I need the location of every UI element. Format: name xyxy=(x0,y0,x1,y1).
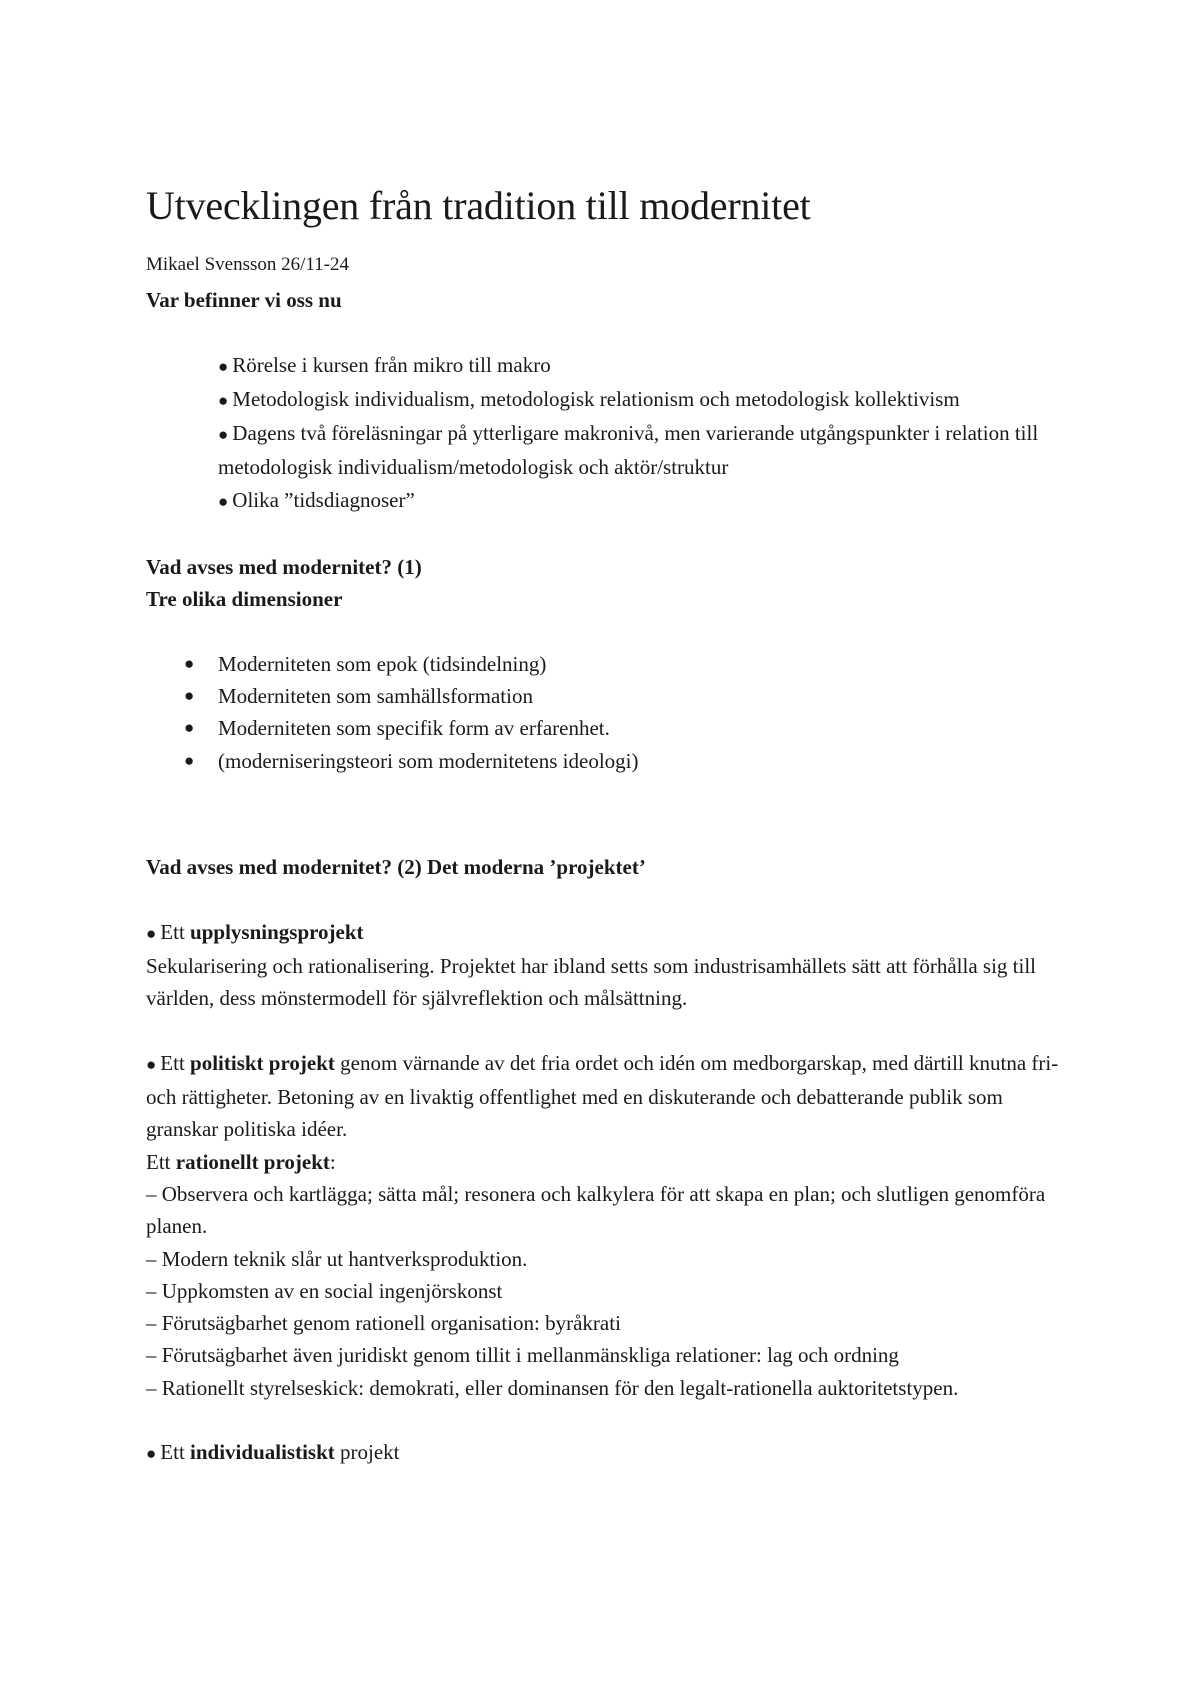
blank-line xyxy=(146,1014,1076,1046)
dash-item: – Observera och kartlägga; sätta mål; resonera och kalkylera för att skapa en plan; och slutligen genomföra planen. xyxy=(146,1181,1046,1239)
dash-item: – Modern teknik slår ut hantverksproduktion. xyxy=(146,1246,528,1271)
dash-item: – Rationellt styrelseskick: demokrati, eller dominansen för den legalt-rationella auktoritetstypen. xyxy=(146,1375,959,1400)
list-item: ● (moderniseringsteori som modernitetens ideologi) xyxy=(146,745,1076,777)
bullet-list xyxy=(146,349,1076,518)
bullet-icon: ● xyxy=(184,750,195,770)
list-item: ● Moderniteten som specifik form av erfarenhet. xyxy=(146,712,1076,744)
list-item: ● Metodologisk individualism, metodologisk relationism och metodologisk kollektivism xyxy=(218,386,960,411)
blank-line xyxy=(146,316,1076,348)
paragraph-individualist: ● Ett individualistiskt projekt xyxy=(146,1440,400,1465)
section-heading: Var befinner vi oss nu xyxy=(146,288,342,312)
bullet-icon: ● xyxy=(184,718,195,738)
list-item: ● Moderniteten som samhällsformation xyxy=(146,680,1076,712)
paragraph-enlightenment-heading: ● Ett upplysningsprojekt xyxy=(146,919,364,944)
list-item: ● Dagens två föreläsningar på ytterligare makronivå, men varierande utgångspunkter i relation till metodologisk individualism/metodologisk och aktör/struktur xyxy=(218,421,1039,480)
section-modernity-1 xyxy=(146,551,1076,777)
bullet-icon: ● xyxy=(146,1444,157,1464)
paragraph-rational-heading: Ett rationellt projekt: xyxy=(146,1149,336,1174)
dash-item: – Förutsägbarhet även juridiskt genom tillit i mellanmänskliga relationer: lag och ordning xyxy=(146,1343,899,1368)
bullet-icon: ● xyxy=(218,356,229,376)
bullet-icon: ● xyxy=(184,686,195,706)
list-item: ● Rörelse i kursen från mikro till makro xyxy=(218,352,551,377)
blank-line xyxy=(146,883,1076,915)
blank-line xyxy=(146,1404,1076,1436)
list-item: ● Olika ”tidsdiagnoser” xyxy=(218,487,415,512)
paragraph-political: ● Ett politiskt projekt genom värnande av det fria ordet och idén om medborgarskap, med därtill knutna fri- och rättigheter. Betoning av en livaktig offentlighet med en diskuterande och debatterande publik som granskar politiska idéer. xyxy=(146,1050,1059,1142)
bullet-list xyxy=(146,648,1076,777)
section-heading: Vad avses med modernitet? (2) Det moderna ’projektet’ xyxy=(146,855,646,879)
author-date-line: Mikael Svensson 26/11-24 xyxy=(146,254,350,275)
paragraph-enlightenment-text: Sekularisering och rationalisering. Projektet har ibland setts som industrisamhällets sätt att förhålla sig till världen, dess mönstermodell för självreflektion och målsättning. xyxy=(146,953,1036,1011)
blank-line xyxy=(146,616,1076,648)
bullet-icon: ● xyxy=(184,653,195,673)
bullet-icon: ● xyxy=(218,425,229,445)
section-where-are-we xyxy=(146,284,1076,518)
section-heading: Vad avses med modernitet? (1) xyxy=(146,555,422,579)
dash-item: – Förutsägbarhet genom rationell organisation: byråkrati xyxy=(146,1311,621,1336)
bullet-icon: ● xyxy=(218,491,229,511)
section-subheading: Tre olika dimensioner xyxy=(146,587,343,612)
document-title: Utvecklingen från tradition till modernitet xyxy=(146,183,811,228)
bullet-icon: ● xyxy=(218,390,229,410)
section-modernity-2 xyxy=(146,851,1076,1471)
bullet-icon: ● xyxy=(146,1054,157,1074)
dash-item: – Uppkomsten av en social ingenjörskonst xyxy=(146,1278,503,1303)
bullet-icon: ● xyxy=(146,923,157,943)
list-item: ● Moderniteten som epok (tidsindelning) xyxy=(146,648,1076,680)
